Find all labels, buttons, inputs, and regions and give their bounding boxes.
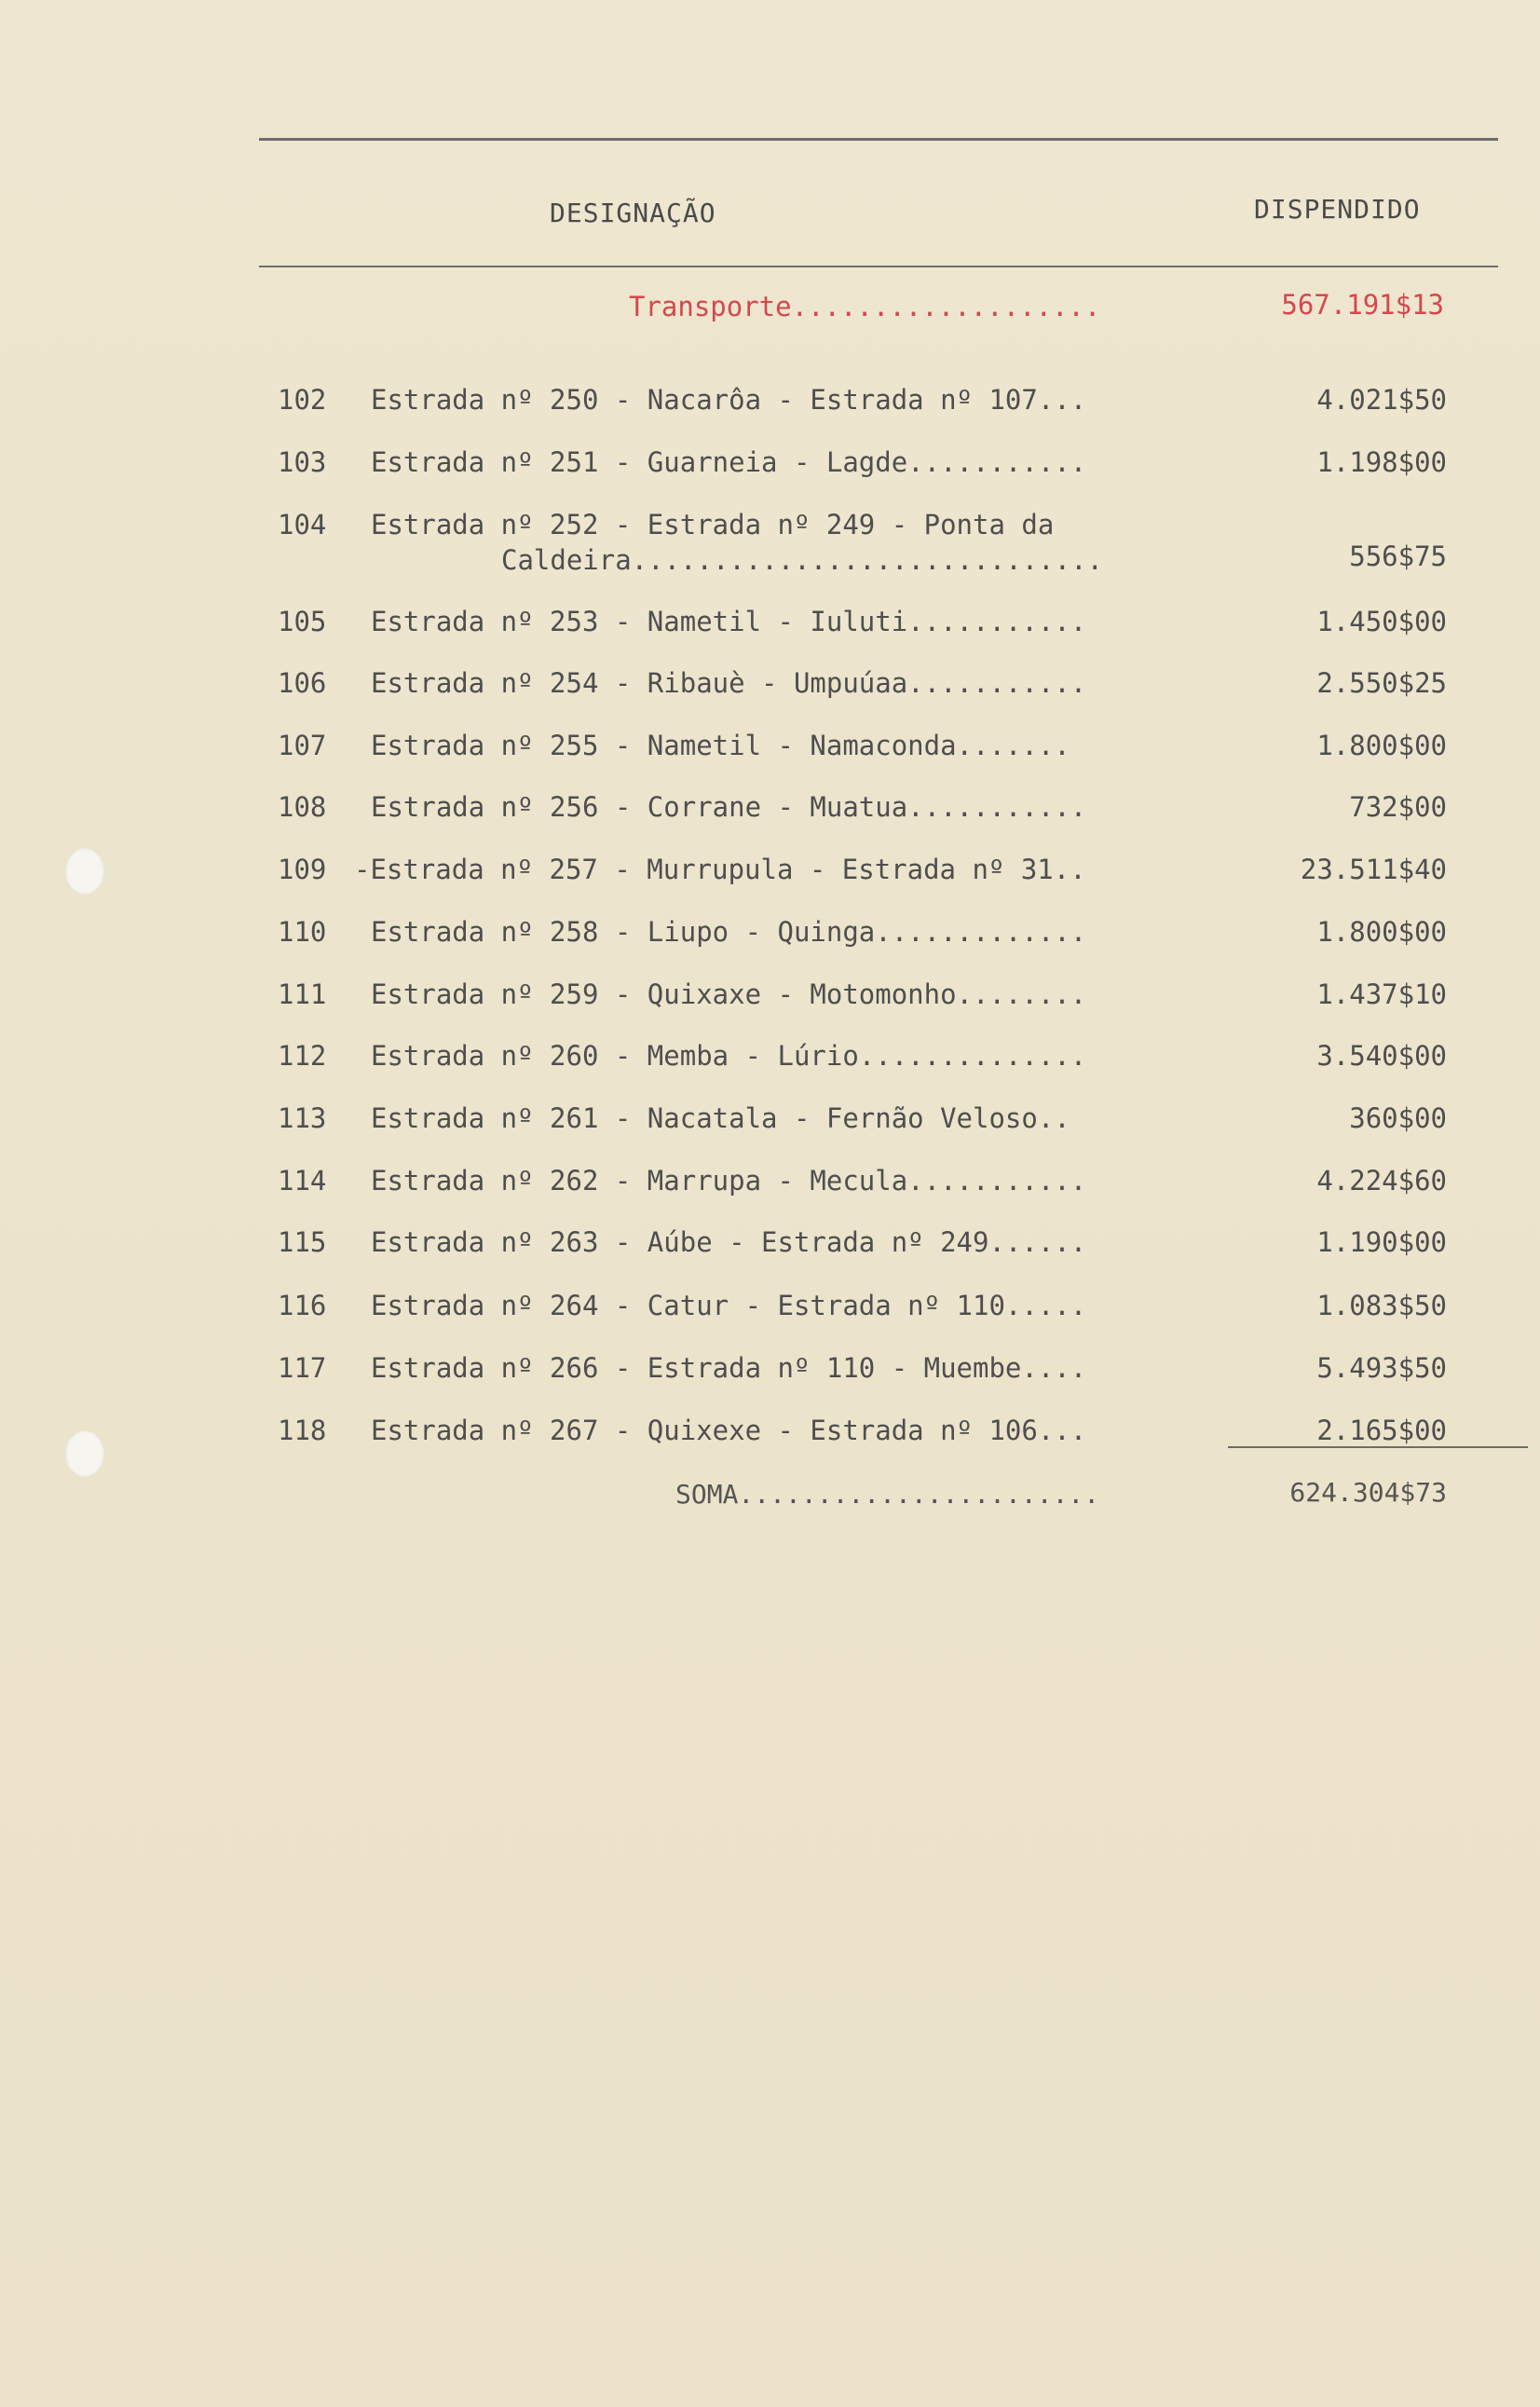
row-amount: 23.511$40 (1300, 854, 1447, 885)
row-number: 106 (278, 667, 327, 699)
row-amount: 2.550$25 (1316, 667, 1447, 699)
row-number: 109 (278, 854, 327, 885)
table-row (0, 1165, 1540, 1211)
table-row (0, 446, 1540, 493)
row-description: Estrada nº 256 - Corrane - Muatua........... (371, 791, 1087, 823)
row-amount: 1.190$00 (1316, 1226, 1447, 1258)
row-description: Estrada nº 262 - Marrupa - Mecula........... (371, 1165, 1087, 1197)
row-number: 104 (278, 509, 327, 540)
row-number: 105 (278, 606, 327, 637)
row-amount: 4.224$60 (1316, 1165, 1447, 1197)
row-number: 116 (278, 1290, 327, 1321)
transporte-amount: 567.191$13 (1281, 289, 1444, 321)
row-amount: 4.021$50 (1316, 384, 1447, 416)
soma-label: SOMA....................... (675, 1479, 1100, 1510)
table-row (0, 978, 1540, 1025)
table-row (0, 1102, 1540, 1149)
row-number: 110 (278, 916, 327, 948)
row-number: 108 (278, 791, 327, 823)
row-description: Estrada nº 266 - Estrada nº 110 - Muembe.... (371, 1352, 1087, 1384)
header-rule (259, 266, 1498, 267)
table-row (0, 1290, 1540, 1336)
table-row (0, 384, 1540, 431)
row-description: Estrada nº 255 - Nametil - Namaconda....... (371, 730, 1070, 761)
total-underline (1228, 1446, 1528, 1448)
row-number: 102 (278, 384, 327, 416)
row-description-continuation: Caldeira............................. (501, 544, 1104, 576)
row-amount: 1.800$00 (1316, 730, 1447, 761)
row-description: Estrada nº 252 - Estrada nº 249 - Ponta da (371, 509, 1055, 540)
row-number: 115 (278, 1226, 327, 1258)
header-dispendido: DISPENDIDO (1254, 194, 1421, 225)
row-number: 112 (278, 1040, 327, 1072)
row-number: 107 (278, 730, 327, 761)
row-amount: 5.493$50 (1316, 1352, 1447, 1384)
row-amount: 1.437$10 (1316, 978, 1447, 1010)
row-description: Estrada nº 253 - Nametil - Iuluti........... (371, 606, 1087, 637)
table-row (0, 1040, 1540, 1087)
row-description: -Estrada nº 257 - Murrupula - Estrada nº 31.. (354, 854, 1086, 885)
table-row (0, 791, 1540, 838)
row-number: 117 (278, 1352, 327, 1384)
row-amount: 360$00 (1349, 1102, 1447, 1134)
row-description: Estrada nº 260 - Memba - Lúrio.............. (371, 1040, 1087, 1072)
row-description: Estrada nº 261 - Nacatala - Fernão Veloso.. (371, 1102, 1070, 1134)
row-amount: 2.165$00 (1316, 1415, 1447, 1446)
row-amount: 3.540$00 (1316, 1040, 1447, 1072)
table-row (0, 606, 1540, 652)
row-description: Estrada nº 259 - Quixaxe - Motomonho........ (371, 978, 1087, 1010)
row-amount: 556$75 (1349, 540, 1447, 572)
table-row (0, 916, 1540, 963)
row-amount: 1.083$50 (1316, 1290, 1447, 1321)
row-description: Estrada nº 251 - Guarneia - Lagde........... (371, 446, 1087, 478)
table-row (0, 854, 1540, 900)
transporte-label: Transporte................... (629, 291, 1101, 322)
row-number: 103 (278, 446, 327, 478)
row-number: 111 (278, 978, 327, 1010)
row-amount: 1.198$00 (1316, 446, 1447, 478)
row-amount: 1.800$00 (1316, 916, 1447, 948)
row-description: Estrada nº 250 - Nacarôa - Estrada nº 107... (371, 384, 1087, 416)
table-row (0, 1352, 1540, 1399)
row-number: 113 (278, 1102, 327, 1134)
row-number: 114 (278, 1165, 327, 1197)
table-row (0, 667, 1540, 714)
row-amount: 732$00 (1349, 791, 1447, 823)
table-row (0, 1415, 1540, 1461)
row-number: 118 (278, 1415, 327, 1446)
header-designacao: DESIGNAÇÃO (550, 198, 716, 228)
row-amount: 1.450$00 (1316, 606, 1447, 637)
row-description: Estrada nº 254 - Ribauè - Umpuúaa........... (371, 667, 1087, 699)
table-row (0, 730, 1540, 776)
top-rule (259, 138, 1498, 141)
table-row (0, 1226, 1540, 1273)
soma-amount: 624.304$73 (1289, 1477, 1447, 1508)
row-description: Estrada nº 264 - Catur - Estrada nº 110..... (371, 1290, 1087, 1321)
row-description: Estrada nº 267 - Quixexe - Estrada nº 106... (371, 1415, 1087, 1446)
row-description: Estrada nº 263 - Aúbe - Estrada nº 249...... (371, 1226, 1087, 1258)
row-description: Estrada nº 258 - Liupo - Quinga............. (371, 916, 1087, 948)
